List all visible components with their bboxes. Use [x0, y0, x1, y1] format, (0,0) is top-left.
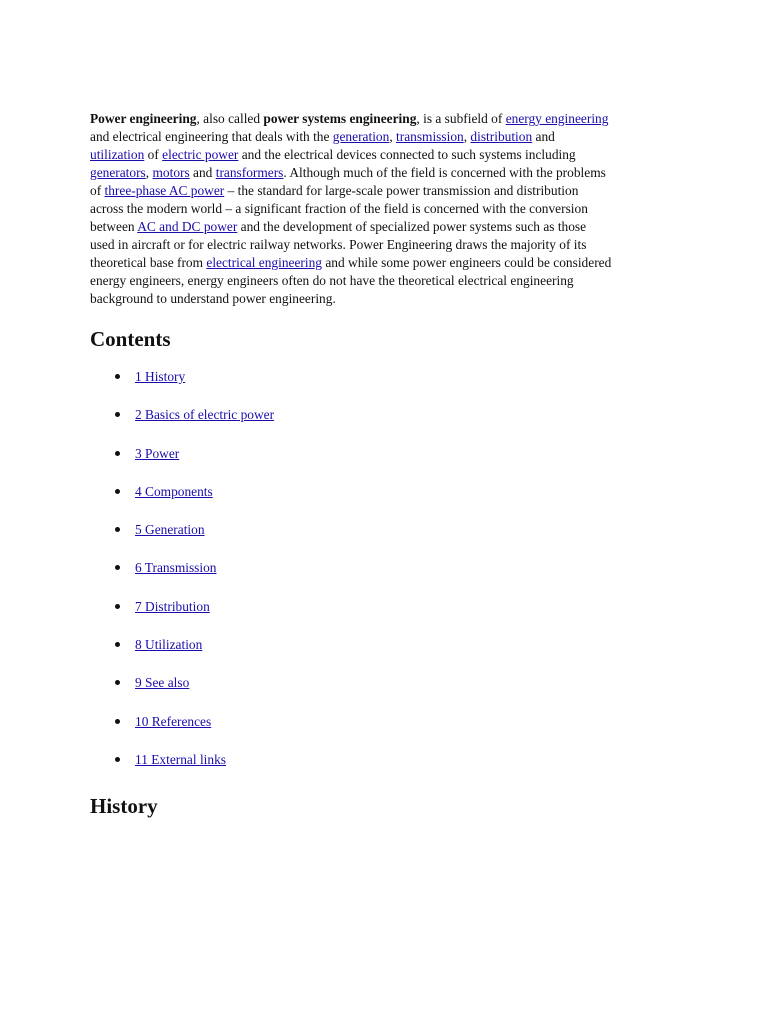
intro-line	[90, 110, 690, 128]
link-utilization[interactable]: utilization	[90, 147, 145, 162]
toc-item	[90, 598, 274, 636]
bullet-icon	[115, 451, 120, 456]
bullet-icon	[115, 757, 120, 762]
toc-item	[90, 483, 274, 521]
link-generators[interactable]: generators	[90, 165, 146, 180]
bullet-icon	[115, 719, 120, 724]
text-run: theoretical base from	[90, 255, 207, 270]
text-run: . Although much of the field is concerned with the problems	[283, 165, 606, 180]
text-run: – the standard for large-scale power transmission and distribution	[224, 183, 579, 198]
contents-heading: Contents	[90, 327, 171, 351]
toc-item	[90, 713, 274, 751]
article	[90, 110, 690, 818]
bullet-icon	[115, 527, 120, 532]
toc-link-power[interactable]: 3 Power	[135, 445, 180, 461]
link-energy-engineering[interactable]: energy engineering	[505, 111, 609, 126]
table-of-contents	[90, 368, 274, 789]
toc-link-generation[interactable]: 5 Generation	[135, 522, 205, 538]
toc-link-utilization[interactable]: 8 Utilization	[135, 637, 203, 653]
link-distribution[interactable]: distribution	[470, 129, 533, 144]
link-motors[interactable]: motors	[152, 165, 190, 180]
intro-line: used in aircraft or for electric railway networks. Power Engineering draws the majority of its	[90, 237, 587, 252]
toc-link-basics-of-electric-power[interactable]: 2 Basics of electric power	[135, 407, 275, 423]
link-transmission[interactable]: transmission	[396, 129, 464, 144]
text-run: , is a subfield of	[416, 111, 506, 126]
toc-item	[90, 559, 274, 597]
intro-line	[90, 164, 690, 182]
intro-line: background to understand power engineering.	[90, 291, 336, 306]
toc-item	[90, 674, 274, 712]
link-ac-and-dc-power[interactable]: AC and DC power	[137, 219, 238, 234]
intro-line	[90, 182, 690, 200]
text-run: and while some power engineers could be considered	[322, 255, 612, 270]
intro-line: energy engineers, energy engineers often do not have the theoretical electrical engineering	[90, 273, 574, 288]
text-run: of	[90, 183, 105, 198]
bullet-icon	[115, 565, 120, 570]
link-electrical-engineering[interactable]: electrical engineering	[206, 255, 322, 270]
text-run: ,	[463, 129, 471, 144]
toc-link-distribution[interactable]: 7 Distribution	[135, 598, 210, 614]
text-run: ,	[145, 165, 153, 180]
text-run: and electrical engineering that deals with the	[90, 129, 333, 144]
term-power-systems-engineering: power systems engineering	[263, 111, 417, 126]
text-run: , also called	[196, 111, 264, 126]
bullet-icon	[115, 374, 120, 379]
toc-link-components[interactable]: 4 Components	[135, 483, 213, 499]
bullet-icon	[115, 489, 120, 494]
intro-paragraph	[90, 110, 690, 308]
text-run: and	[189, 165, 216, 180]
intro-line	[90, 146, 690, 164]
toc-item	[90, 521, 274, 559]
intro-line: across the modern world – a significant fraction of the field is concerned with the conversion	[90, 201, 588, 216]
toc-item	[90, 368, 274, 406]
toc-item	[90, 406, 274, 444]
intro-line	[90, 218, 690, 236]
toc-item	[90, 636, 274, 674]
text-run: and the development of specialized power systems such as those	[237, 219, 587, 234]
toc-link-external-links[interactable]: 11 External links	[135, 751, 226, 767]
bullet-icon	[115, 642, 120, 647]
text-run: ,	[389, 129, 397, 144]
term-power-engineering: Power engineering	[90, 111, 197, 126]
history-heading: History	[90, 794, 158, 818]
bullet-icon	[115, 604, 120, 609]
text-run: and the electrical devices connected to such systems including	[238, 147, 576, 162]
text-run: and	[532, 129, 555, 144]
text-run: between	[90, 219, 138, 234]
toc-item	[90, 445, 274, 483]
link-transformers[interactable]: transformers	[215, 165, 284, 180]
toc-link-history[interactable]: 1 History	[135, 369, 186, 384]
toc-link-references[interactable]: 10 References	[135, 713, 212, 729]
intro-line	[90, 128, 690, 146]
intro-line	[90, 254, 690, 272]
toc-link-see-also[interactable]: 9 See also	[135, 675, 190, 691]
bullet-icon	[115, 680, 120, 685]
link-electric-power[interactable]: electric power	[162, 147, 239, 162]
toc-item	[90, 751, 274, 789]
link-three-phase-ac-power[interactable]: three-phase AC power	[104, 183, 225, 198]
bullet-icon	[115, 412, 120, 417]
toc-link-transmission[interactable]: 6 Transmission	[135, 560, 217, 576]
link-generation[interactable]: generation	[332, 129, 390, 144]
text-run: of	[144, 147, 163, 162]
